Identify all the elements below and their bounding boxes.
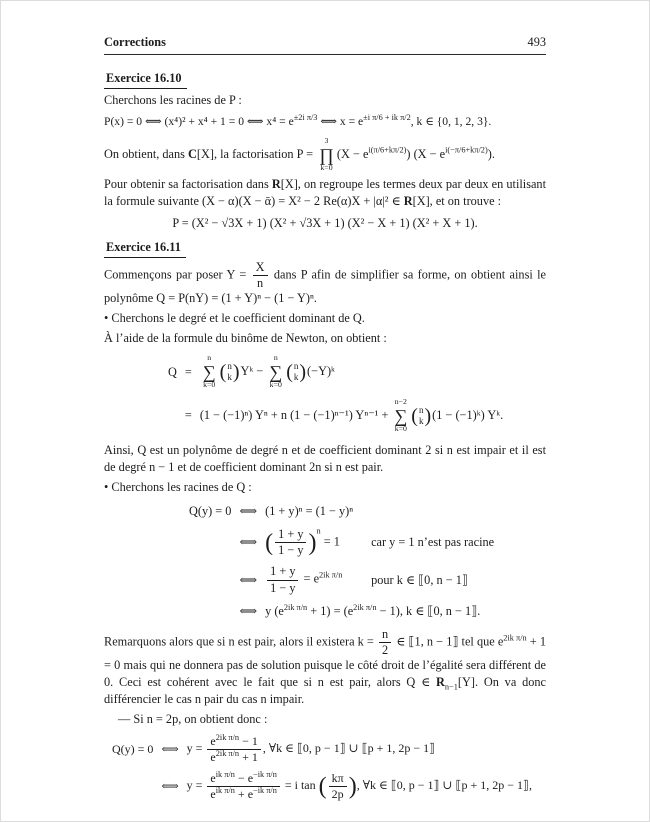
binomial-coefficient: ( n k ) [286, 361, 307, 384]
math-text: e [210, 750, 216, 765]
left-paren: ( [265, 529, 274, 556]
binomial-coefficient: ( n k ) [411, 404, 432, 427]
fraction-numerator [207, 772, 279, 787]
text: On obtient, dans [104, 146, 189, 161]
iff-arrow: ⟺ [161, 779, 179, 794]
text: Commençons par poser Y = [104, 267, 251, 282]
math-exponent: 2ik π/n [353, 602, 377, 612]
math-exponent: ±2i π/3 [293, 113, 318, 123]
fraction-numerator: kπ [329, 772, 347, 787]
fraction [253, 261, 268, 291]
math-text: e [210, 787, 216, 802]
sum-lower-limit: k=0 [394, 423, 407, 433]
product-lower-limit: k=0 [320, 162, 333, 172]
side-note: pour k ∈ ⟦0, n − 1⟧ [371, 572, 468, 587]
math-text: (X − e [336, 146, 369, 161]
math-text: − 1), k ∈ ⟦0, n − 1⟧. [376, 603, 481, 618]
case-n-even-line: — Si n = 2p, on obtient donc : [118, 712, 268, 727]
sum-operator [269, 354, 282, 390]
text: [X], et on trouve : [412, 193, 502, 208]
math-text: ). [487, 146, 495, 161]
math-exponent: ±i π/6 + ik π/2 [363, 113, 411, 123]
math-rhs [200, 398, 503, 434]
fraction-denominator [207, 750, 260, 764]
set-symbol-R: R [271, 176, 281, 191]
iff-arrow: ⟺ [239, 603, 258, 618]
sum-operator [394, 398, 407, 434]
iff-arrow: ⟺ [161, 742, 179, 757]
sum-upper-limit: n−2 [394, 397, 407, 407]
bullet-roots-line: • Cherchons les racines de Q : [104, 479, 252, 494]
text: ∈ ⟦1, n − 1⟧ tel que e [393, 634, 504, 649]
fraction [207, 772, 279, 801]
sum-lower-limit: k=0 [269, 380, 282, 390]
equation-P-factored: P = (X² − √3X + 1) (X² + √3X + 1) (X² − X + 1) (X² + X + 1). [172, 215, 478, 230]
sum-symbol: ∑ [394, 405, 408, 426]
math-text: (−Y)ᵏ [307, 363, 335, 378]
page-header [104, 34, 546, 55]
binomial-top: n [227, 361, 232, 372]
text: Remarquons alors que si n est pair, alors il existera k = [104, 634, 377, 649]
binomial-bottom: k [293, 372, 299, 383]
math-text: e [210, 771, 216, 786]
math-exponent: 2ik π/n [283, 602, 308, 612]
math-text: ⟺ x = e [317, 114, 364, 128]
sum-upper-limit: n [207, 353, 212, 363]
left-paren: ( [318, 773, 327, 800]
math-rhs [187, 735, 532, 764]
math-text: , ∀k ∈ ⟦0, p − 1⟧ ∪ ⟦p + 1, 2p − 1⟧, [356, 778, 532, 793]
math-subscript: n−1 [444, 682, 458, 692]
page-number: 493 [527, 35, 546, 49]
text: [X], on regroupe les termes deux par deux en utilisant la formule suivante (X − α)(X − ᾱ) = X² − 2 Re(α)X + |α|² ∈ [104, 176, 546, 208]
math-text: = 1 [320, 534, 340, 549]
iff-arrow: ⟺ [239, 572, 258, 587]
side-note: car y = 1 n’est pas racine [371, 535, 495, 550]
set-symbol-C: C [188, 146, 197, 161]
math-text: ) (X − e [406, 146, 446, 161]
math-exponent: 2ik π/n [215, 733, 240, 743]
iff-arrow: ⟺ [239, 503, 258, 518]
math-exponent: n [316, 526, 321, 536]
real-factorization-paragraph [104, 176, 546, 210]
math-exponent: −ik π/n [253, 770, 277, 780]
math-exponent: i(π/6+kπ/2) [368, 145, 407, 155]
math-text: − e [234, 771, 254, 786]
roots-intro-line: Cherchons les racines de P : [104, 92, 242, 107]
math-text: (1 − (−1)ᵏ) Yᵏ. [432, 407, 504, 422]
binomial-bottom: k [418, 415, 424, 426]
sum-lower-limit: k=0 [203, 380, 216, 390]
sum-symbol: ∑ [269, 362, 283, 383]
fraction-denominator: 2 [381, 643, 389, 658]
equals-sign: = [184, 408, 192, 423]
math-exponent: 2ik π/n [215, 749, 240, 759]
fraction-denominator [207, 787, 279, 801]
math-text: = e [300, 571, 320, 586]
math-text: + 1) = (e [307, 603, 354, 618]
even-case-remark-paragraph [104, 628, 546, 708]
math-text: e [210, 734, 216, 749]
math-text: , k ∈ {0, 1, 2, 3}. [410, 114, 492, 128]
fraction [379, 628, 391, 658]
fraction-numerator: 1 + y [267, 565, 298, 580]
math-text: y (e [265, 603, 284, 618]
text: [Y]. On va donc différencier le cas n pair du cas n impair. [104, 675, 546, 707]
math-exponent: 2ik π/n [319, 570, 343, 580]
math-exponent: 2ik π/n [503, 633, 527, 643]
text: + 1 = 0 mais qui ne donnera pas de solution puisque le côté droit de l’égalité sera différent de 0. Ceci est cohérent avec le fait que si n est pair, alors Q ∈ [104, 634, 546, 690]
sum-upper-limit: n [273, 353, 278, 363]
text: [X], la factorisation P = [196, 146, 317, 161]
math-rhs [187, 772, 532, 801]
math-exponent: −ik π/n [253, 786, 277, 796]
equation-roots-of-Q-derivation [189, 503, 546, 620]
math-lhs: Q(y) = 0 [112, 742, 154, 757]
set-symbol-R: R [403, 193, 413, 208]
fraction [267, 565, 298, 595]
fraction [207, 735, 260, 764]
set-symbol-R: R [436, 675, 445, 690]
math-rhs: (1 + y)ⁿ = (1 − y)ⁿ [265, 503, 354, 518]
math-text: + e [234, 787, 254, 802]
math-text: Yᵏ − [240, 363, 267, 378]
fraction-denominator: n [256, 275, 264, 290]
equals-sign: = [184, 364, 192, 379]
equation-Q-binomial-expansion [168, 354, 546, 434]
math-exponent: ik π/n [215, 770, 235, 780]
fraction-numerator [207, 735, 260, 750]
product-operator [319, 137, 334, 173]
text: dans P afin de simplifier sa forme, on obtient ainsi le polynôme Q = P(nY) = (1 + Y)ⁿ − (1 − Y)ⁿ. [104, 267, 546, 306]
exercise-16-10-title: Exercice 16.10 [104, 70, 187, 89]
math-text: y = [186, 741, 206, 756]
fraction-denominator: 1 − y [278, 543, 304, 558]
iff-arrow: ⟺ [239, 535, 258, 550]
math-text: P(x) = 0 ⟺ (x⁴)² + x⁴ + 1 = 0 ⟺ x⁴ = e [104, 114, 294, 128]
binomial-stack [226, 361, 233, 383]
math-rhs [200, 354, 503, 390]
running-title: Corrections [104, 35, 166, 49]
binomial-coefficient: ( n k ) [219, 361, 240, 384]
math-text: = i tan [281, 778, 319, 793]
math-rhs [265, 565, 353, 595]
binomial-top: n [418, 405, 424, 416]
math-rhs [265, 603, 494, 620]
right-paren: ) [308, 529, 317, 556]
substitution-paragraph [104, 261, 546, 308]
fraction-denominator: 2p [331, 787, 344, 802]
degree-conclusion-paragraph: Ainsi, Q est un polynôme de degré n et de coefficient dominant 2 si n est impair et il est de degré n − 1 et de coefficient dominant 2n si n est pair. [104, 442, 546, 474]
fraction-numerator: X [253, 261, 268, 276]
sum-operator [203, 354, 216, 390]
fraction [329, 772, 347, 801]
exercise-16-11-title: Exercice 16.11 [104, 239, 186, 258]
fraction [275, 528, 306, 558]
complex-factorization-paragraph [104, 137, 546, 173]
fraction-denominator: 1 − y [270, 580, 296, 595]
right-paren: ) [348, 773, 357, 800]
math-rhs [265, 528, 353, 558]
math-text: (1 − (−1)ⁿ) Yⁿ + n (1 − (−1)ⁿ⁻¹) Yⁿ⁻¹ + [199, 407, 392, 422]
binomial-top: n [293, 361, 299, 372]
bullet-degree-line: • Cherchons le degré et le coefficient dominant de Q. [104, 311, 365, 326]
math-text: , ∀k ∈ ⟦0, p − 1⟧ ∪ ⟦p + 1, 2p − 1⟧ [262, 741, 436, 756]
math-text: + 1 [239, 750, 258, 765]
newton-line: À l’aide de la formule du binôme de Newton, on obtient : [104, 331, 387, 346]
equation-roots-of-P [104, 114, 546, 130]
math-text: − 1 [239, 734, 258, 749]
math-lhs: Q(y) = 0 [189, 503, 232, 518]
math-lhs: Q [168, 364, 177, 379]
sum-symbol: ∑ [202, 362, 216, 383]
product-symbol: ∏ [319, 144, 334, 165]
binomial-bottom: k [227, 372, 232, 383]
math-text: y = [186, 778, 206, 793]
product-upper-limit: 3 [324, 135, 329, 145]
equation-even-case-solution [112, 735, 546, 801]
text: Pour obtenir sa factorisation dans [104, 176, 272, 191]
fraction-numerator: 1 + y [275, 528, 306, 543]
fraction-numerator: n [379, 628, 391, 643]
math-exponent: ik π/n [215, 786, 235, 796]
math-exponent: i(−π/6+kπ/2) [445, 145, 488, 155]
